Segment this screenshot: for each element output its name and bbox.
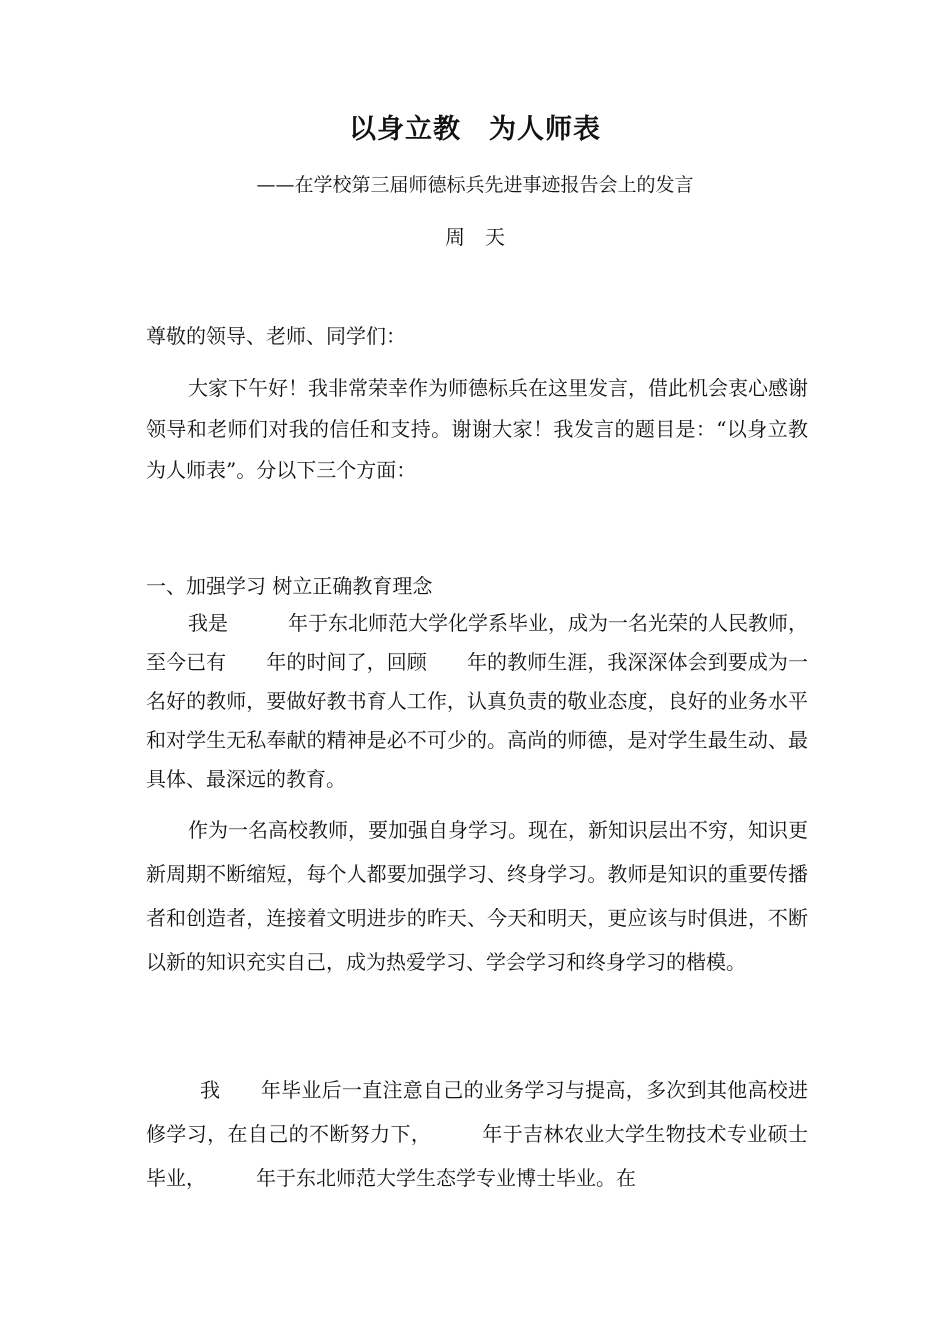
document-title: 以身立教 为人师表 xyxy=(349,114,601,145)
document-subtitle: ——在学校第三届师德标兵先进事迹报告会上的发言 xyxy=(256,174,694,196)
section-heading-1: 一、加强学习 树立正确教育理念 xyxy=(146,574,433,598)
salutation: 尊敬的领导、老师、同学们： xyxy=(146,324,406,348)
paragraph-intro: 大家下午好！我非常荣幸作为师德标兵在这里发言，借此机会衷心感谢领导和老师们对我的信任和支持。谢谢大家！我发言的题目是：“以身立教 为人师表”。分以下三个方面： xyxy=(146,376,828,482)
paragraph-career: 我是 年于东北师范大学化学系毕业，成为一名光荣的人民教师，至今已有 年的时间了，回顾 年的教师生涯，我深深体会到要成为一名好的教师，要做好教书育人工作，认真负责的敬业态度，良好的业务水平和对学生无私奉献的精神是必不可少的。高尚的师德，是对学生最生动、最具体、最深远的教育。 xyxy=(146,611,808,791)
document-author: 周 天 xyxy=(445,225,505,249)
paragraph-learning: 作为一名高校教师，要加强自身学习。现在，新知识层出不穷，知识更新周期不断缩短，每个人都要加强学习、终身学习。教师是知识的重要传播者和创造者，连接着文明进步的昨天、今天和明天，更应该与时俱进，不断以新的知识充实自己，成为热爱学习、学会学习和终身学习的楷模。 xyxy=(146,818,808,974)
paragraph-study-history: 我 年毕业后一直注意自己的业务学习与提高，多次到其他高校进修学习，在自己的不断努力下， 年于吉林农业大学生物技术专业硕士毕业， 年于东北师范大学生态学专业博士毕业。在 xyxy=(146,1078,808,1190)
